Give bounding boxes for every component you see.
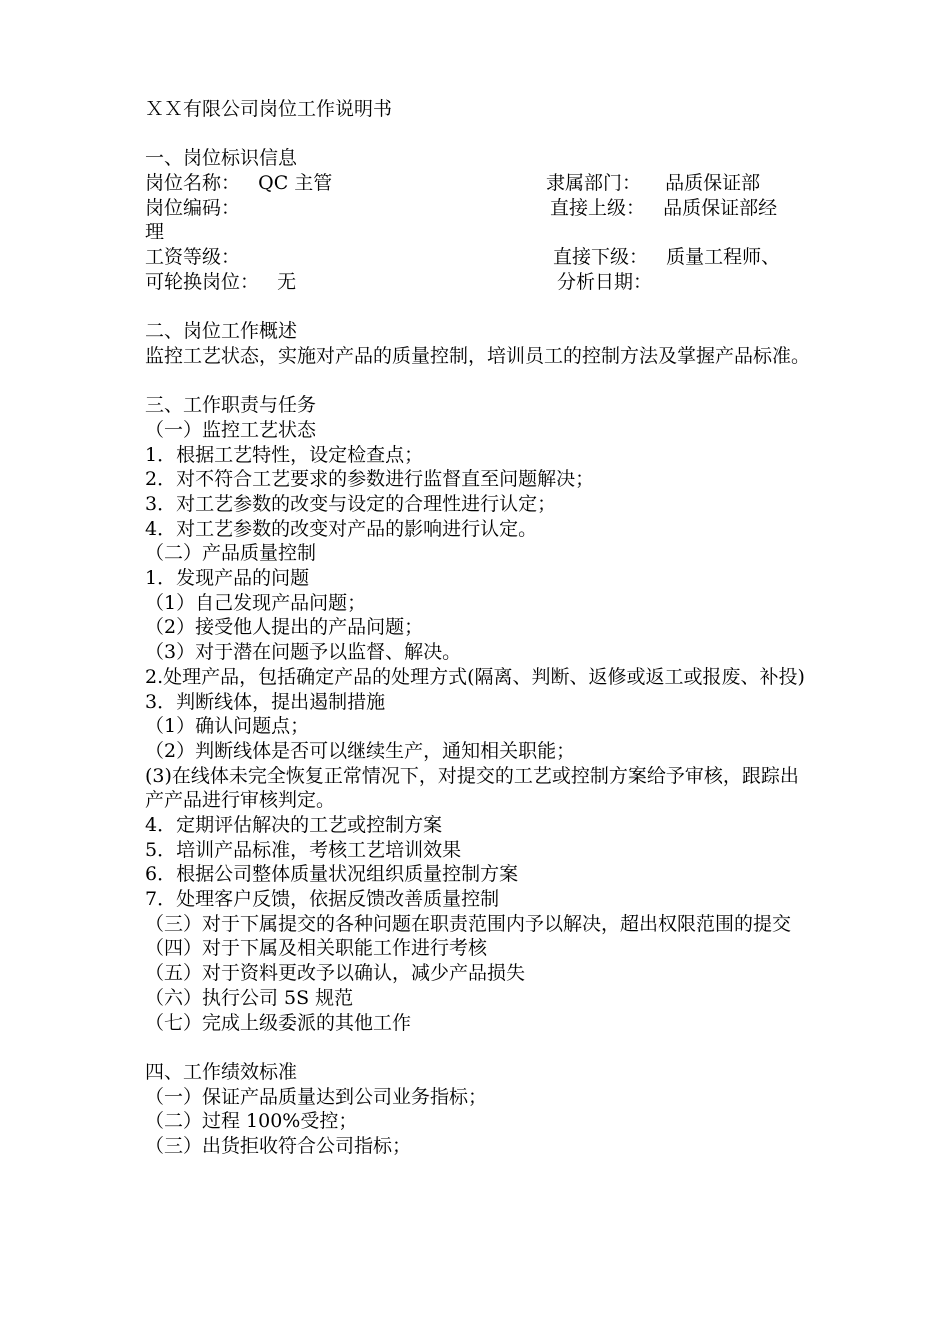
spacer [145,295,810,320]
duty-line: （2）接受他人提出的产品问题； [145,616,424,639]
section-3-heading: 三、工作职责与任务 [145,394,317,417]
performance-line: （三）出货拒收符合公司指标； [145,1134,412,1157]
duty-line: 6．根据公司整体质量状况组织质量控制方案 [145,863,519,886]
duty-line: （六）执行公司 5S 规范 [145,986,354,1009]
department: 隶属部门： 品质保证部 [546,172,761,195]
section-4-heading: 四、工作绩效标准 [145,1060,298,1083]
section-2-body: 监控工艺状态，实施对产品的质量控制，培训员工的控制方法及掌握产品标准。 [145,344,811,367]
duty-paragraph: (3)在线体未完全恢复正常情况下，对提交的工艺或控制方案给予审核，跟踪出产产品进行审核判定。 [145,764,799,812]
duty-line: （五）对于资料更改予以确认，减少产品损失 [145,962,526,985]
duty-line: （2）判断线体是否可以继续生产，通知相关职能； [145,739,576,762]
duty-line: 4．对工艺参数的改变对产品的影响进行认定。 [145,517,538,540]
duty-paragraph: （三）对于下属提交的各种问题在职责范围内予以解决，超出权限范围的提交 [145,912,792,935]
info-row-1 [145,171,810,196]
duty-line: 7．处理客户反馈，依据反馈改善质量控制 [145,888,500,911]
duty-paragraph: 2.处理产品，包括确定产品的处理方式(隔离、判断、返修或返工或报废、补投) [145,665,805,688]
salary-grade: 工资等级： [145,246,241,269]
duty-line: （二）产品质量控制 [145,542,317,565]
performance-line: （二）过程 100%受控； [145,1110,358,1133]
spacer [145,369,810,394]
document-title: ＸＸ有限公司岗位工作说明书 [145,98,393,120]
duty-line: 1．发现产品的问题 [145,567,310,590]
duty-line: （一）监控工艺状态 [145,418,317,441]
duty-line: （四）对于下属及相关职能工作进行考核 [145,937,488,960]
duty-line: （七）完成上级委派的其他工作 [145,1011,412,1034]
direct-superior-wrap: 理 [145,221,165,244]
performance-line: （一）保证产品质量达到公司业务指标； [145,1085,488,1108]
spacer [145,122,810,147]
info-row-4 [145,270,810,295]
duty-line: 1．根据工艺特性，设定检查点； [145,443,424,466]
section-2-heading: 二、岗位工作概述 [145,320,298,343]
rotatable-position: 可轮换岗位： 无 [145,270,297,293]
duty-line: 3．对工艺参数的改变与设定的合理性进行认定； [145,493,557,516]
position-name: 岗位名称： QC 主管 [145,172,333,195]
info-row-3 [145,245,810,270]
duty-line: （1）自己发现产品问题； [145,591,367,614]
direct-superior: 直接上级： 品质保证部经 [550,196,778,219]
duty-line: 4．定期评估解决的工艺或控制方案 [145,814,443,836]
document-page [145,97,810,1159]
section-1-heading: 一、岗位标识信息 [145,147,298,170]
duty-line: 3．判断线体，提出遏制措施 [145,690,386,713]
duty-line: 2．对不符合工艺要求的参数进行监督直至问题解决； [145,468,595,491]
analysis-date: 分析日期： [557,270,653,293]
spacer [145,1035,810,1060]
direct-subordinate: 直接下级： 质量工程师、 [553,246,781,269]
duty-line: （1）确认问题点； [145,715,310,738]
duty-line: 5．培训产品标准，考核工艺培训效果 [145,838,462,861]
duty-line: （3）对于潜在问题予以监督、解决。 [145,641,462,664]
position-code: 岗位编码： [145,196,241,219]
info-row-2 [145,196,810,221]
